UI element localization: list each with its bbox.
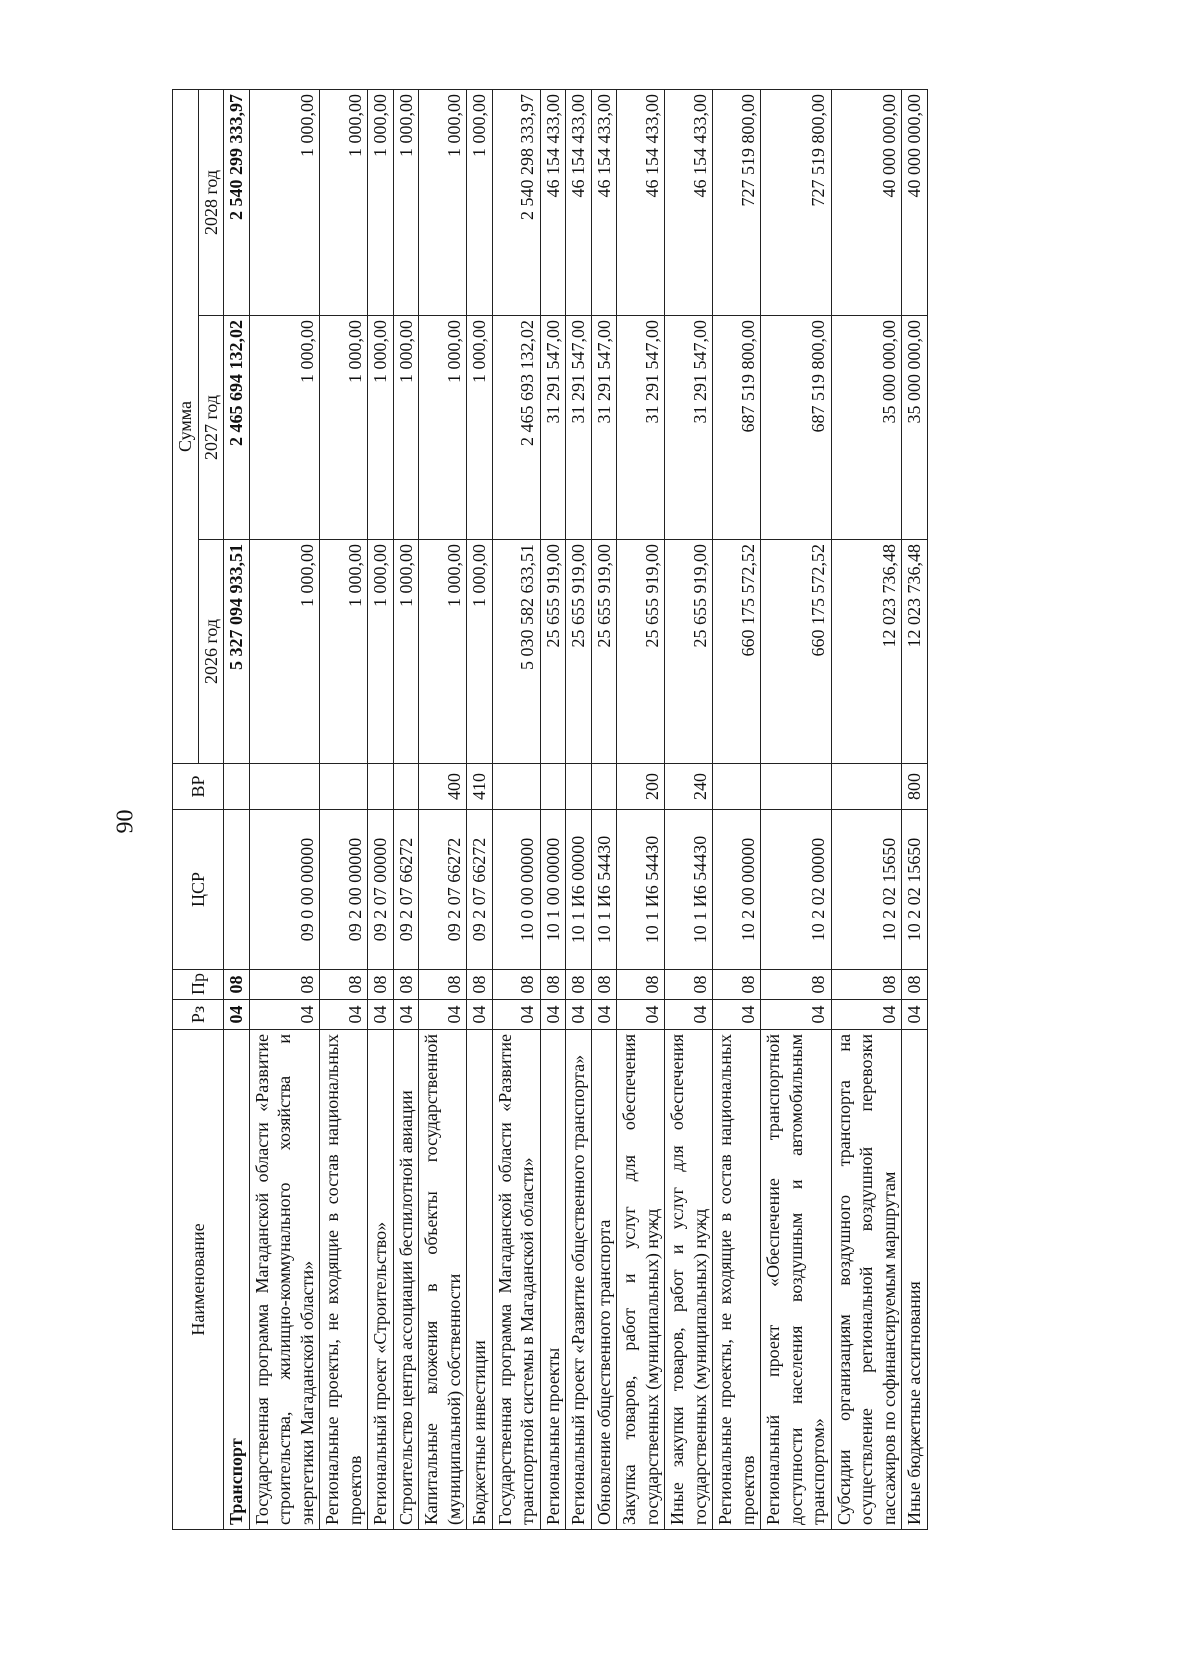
row-2026-cell: 660 175 572,52	[761, 540, 832, 764]
row-2026-cell: 5 327 094 933,51	[224, 540, 250, 764]
row-rz-cell: 04	[249, 1000, 320, 1030]
row-vr-cell: 400	[419, 764, 467, 810]
row-csr-cell: 09 2 07 66272	[467, 810, 493, 970]
row-2027-cell: 2 465 693 132,02	[492, 316, 540, 540]
row-rz-cell: 04	[419, 1000, 467, 1030]
row-2028-cell: 727 519 800,00	[761, 89, 832, 315]
row-name-cell: Государственная программа Магаданской области «Развитие строительства, жилищно-коммунального хозяйства и энергетики Магаданской области»	[249, 1030, 320, 1530]
row-rz-cell: 04	[831, 1000, 902, 1030]
row-vr-cell	[831, 764, 902, 810]
row-csr-cell: 10 1 И6 54430	[665, 810, 713, 970]
row-pr-cell: 08	[224, 970, 250, 1000]
row-csr-cell: 10 1 00 00000	[540, 810, 566, 970]
table-row	[713, 89, 761, 1529]
row-2028-cell: 727 519 800,00	[713, 89, 761, 315]
header-sum: Сумма	[173, 89, 199, 763]
row-2026-cell: 1 000,00	[393, 540, 419, 764]
table-row	[617, 89, 665, 1529]
row-name-cell: Закупка товаров, работ и услуг для обеспечения государственных (муниципальных) нужд	[617, 1030, 665, 1530]
row-2028-cell: 2 540 298 333,97	[492, 89, 540, 315]
row-vr-cell	[249, 764, 320, 810]
row-pr-cell: 08	[320, 970, 368, 1000]
row-2027-cell: 1 000,00	[320, 316, 368, 540]
row-rz-cell: 04	[540, 1000, 566, 1030]
table-row	[419, 89, 467, 1529]
row-csr-cell: 10 2 02 15650	[831, 810, 902, 970]
row-2026-cell: 25 655 919,00	[566, 540, 592, 764]
row-pr-cell: 08	[540, 970, 566, 1000]
row-2028-cell: 46 154 433,00	[591, 89, 617, 315]
header-year-2028: 2028 год	[198, 89, 224, 315]
row-pr-cell: 08	[761, 970, 832, 1000]
row-pr-cell: 08	[665, 970, 713, 1000]
row-2027-cell: 1 000,00	[419, 316, 467, 540]
row-2028-cell: 1 000,00	[320, 89, 368, 315]
row-2028-cell: 1 000,00	[467, 89, 493, 315]
row-name-cell: Бюджетные инвестиции	[467, 1030, 493, 1530]
row-vr-cell	[368, 764, 394, 810]
header-pr: Пр	[173, 970, 224, 1000]
row-pr-cell: 08	[713, 970, 761, 1000]
row-2026-cell: 1 000,00	[320, 540, 368, 764]
row-rz-cell: 04	[902, 1000, 928, 1030]
row-name-cell: Региональные проекты	[540, 1030, 566, 1530]
table-row	[224, 89, 250, 1529]
row-vr-cell	[591, 764, 617, 810]
row-name-cell: Государственная программа Магаданской области «Развитие транспортной системы в Магаданской области»	[492, 1030, 540, 1530]
row-csr-cell: 09 2 07 66272	[419, 810, 467, 970]
table-row	[368, 89, 394, 1529]
row-rz-cell: 04	[393, 1000, 419, 1030]
row-name-cell: Транспорт	[224, 1030, 250, 1530]
row-2027-cell: 1 000,00	[393, 316, 419, 540]
row-name-cell: Региональный проект «Строительство»	[368, 1030, 394, 1530]
row-pr-cell: 08	[419, 970, 467, 1000]
row-csr-cell: 09 0 00 00000	[249, 810, 320, 970]
rotated-page-content	[172, 90, 1082, 1530]
page-number: 90	[112, 809, 139, 834]
row-vr-cell	[540, 764, 566, 810]
row-csr-cell: 10 1 И6 00000	[566, 810, 592, 970]
table-row	[591, 89, 617, 1529]
row-2026-cell: 25 655 919,00	[665, 540, 713, 764]
row-2028-cell: 46 154 433,00	[665, 89, 713, 315]
row-vr-cell: 410	[467, 764, 493, 810]
row-2028-cell: 46 154 433,00	[540, 89, 566, 315]
table-row	[249, 89, 320, 1529]
row-2028-cell: 1 000,00	[393, 89, 419, 315]
row-2027-cell: 35 000 000,00	[902, 316, 928, 540]
row-2028-cell: 1 000,00	[368, 89, 394, 315]
row-2028-cell: 40 000 000,00	[831, 89, 902, 315]
row-vr-cell	[393, 764, 419, 810]
row-2028-cell: 1 000,00	[249, 89, 320, 315]
row-2026-cell: 1 000,00	[467, 540, 493, 764]
table-row	[393, 89, 419, 1529]
row-rz-cell: 04	[617, 1000, 665, 1030]
row-vr-cell	[761, 764, 832, 810]
row-rz-cell: 04	[320, 1000, 368, 1030]
row-2026-cell: 25 655 919,00	[540, 540, 566, 764]
row-csr-cell: 09 2 07 66272	[393, 810, 419, 970]
row-name-cell: Капитальные вложения в объекты государственной (муниципальной) собственности	[419, 1030, 467, 1530]
table-row	[761, 89, 832, 1529]
table-body	[224, 89, 928, 1529]
table-row	[320, 89, 368, 1529]
row-2026-cell: 12 023 736,48	[831, 540, 902, 764]
header-year-2026: 2026 год	[198, 540, 224, 764]
row-name-cell: Иные закупки товаров, работ и услуг для обеспечения государственных (муниципальных) нужд	[665, 1030, 713, 1530]
row-csr-cell: 09 2 07 00000	[368, 810, 394, 970]
row-name-cell: Региональный проект «Развитие общественного транспорта»	[566, 1030, 592, 1530]
row-name-cell: Региональный проект «Обеспечение транспортной доступности населения воздушным и автомобильным транспортом»	[761, 1030, 832, 1530]
row-csr-cell: 09 2 00 00000	[320, 810, 368, 970]
row-2026-cell: 25 655 919,00	[617, 540, 665, 764]
table-row	[831, 89, 902, 1529]
row-vr-cell: 240	[665, 764, 713, 810]
table-row	[540, 89, 566, 1529]
row-2027-cell: 31 291 547,00	[617, 316, 665, 540]
header-name: Наименование	[173, 1030, 224, 1530]
row-rz-cell: 04	[467, 1000, 493, 1030]
row-2027-cell: 687 519 800,00	[713, 316, 761, 540]
row-pr-cell: 08	[492, 970, 540, 1000]
row-2026-cell: 25 655 919,00	[591, 540, 617, 764]
row-vr-cell	[566, 764, 592, 810]
row-vr-cell	[224, 764, 250, 810]
row-2028-cell: 1 000,00	[419, 89, 467, 315]
row-csr-cell: 10 1 И6 54430	[591, 810, 617, 970]
header-rz: Рз	[173, 1000, 224, 1030]
row-csr-cell	[224, 810, 250, 970]
row-2027-cell: 1 000,00	[467, 316, 493, 540]
row-rz-cell: 04	[761, 1000, 832, 1030]
row-csr-cell: 10 2 02 00000	[761, 810, 832, 970]
row-name-cell: Обновление общественного транспорта	[591, 1030, 617, 1530]
row-vr-cell	[713, 764, 761, 810]
row-2026-cell: 660 175 572,52	[713, 540, 761, 764]
row-pr-cell: 08	[249, 970, 320, 1000]
row-name-cell: Иные бюджетные ассигнования	[902, 1030, 928, 1530]
row-pr-cell: 08	[467, 970, 493, 1000]
row-2026-cell: 1 000,00	[368, 540, 394, 764]
row-rz-cell: 04	[492, 1000, 540, 1030]
row-csr-cell: 10 1 И6 54430	[617, 810, 665, 970]
row-rz-cell: 04	[591, 1000, 617, 1030]
row-2027-cell: 31 291 547,00	[540, 316, 566, 540]
header-vr: ВР	[173, 764, 224, 810]
row-rz-cell: 04	[713, 1000, 761, 1030]
budget-table	[172, 89, 928, 1530]
table-row	[665, 89, 713, 1529]
row-2027-cell: 31 291 547,00	[591, 316, 617, 540]
row-2026-cell: 5 030 582 633,51	[492, 540, 540, 764]
row-pr-cell: 08	[831, 970, 902, 1000]
row-rz-cell: 04	[665, 1000, 713, 1030]
row-rz-cell: 04	[224, 1000, 250, 1030]
row-2028-cell: 40 000 000,00	[902, 89, 928, 315]
row-2027-cell: 31 291 547,00	[665, 316, 713, 540]
row-2026-cell: 1 000,00	[249, 540, 320, 764]
row-2027-cell: 687 519 800,00	[761, 316, 832, 540]
row-2027-cell: 35 000 000,00	[831, 316, 902, 540]
row-2027-cell: 1 000,00	[368, 316, 394, 540]
row-pr-cell: 08	[591, 970, 617, 1000]
row-2028-cell: 46 154 433,00	[617, 89, 665, 315]
table-row	[492, 89, 540, 1529]
row-2027-cell: 1 000,00	[249, 316, 320, 540]
row-vr-cell: 800	[902, 764, 928, 810]
row-pr-cell: 08	[393, 970, 419, 1000]
row-vr-cell	[492, 764, 540, 810]
row-2026-cell: 1 000,00	[419, 540, 467, 764]
row-vr-cell: 200	[617, 764, 665, 810]
row-vr-cell	[320, 764, 368, 810]
row-rz-cell: 04	[566, 1000, 592, 1030]
table-row	[467, 89, 493, 1529]
row-pr-cell: 08	[566, 970, 592, 1000]
table-row	[902, 89, 928, 1529]
header-year-2027: 2027 год	[198, 316, 224, 540]
header-csr: ЦСР	[173, 810, 224, 970]
row-pr-cell: 08	[368, 970, 394, 1000]
row-name-cell: Субсидии организациям воздушного транспорта на осуществление региональной воздушной перевозки пассажиров по софинансируемым маршрутам	[831, 1030, 902, 1530]
row-name-cell: Региональные проекты, не входящие в состав национальных проектов	[320, 1030, 368, 1530]
row-csr-cell: 10 2 00 00000	[713, 810, 761, 970]
row-2027-cell: 31 291 547,00	[566, 316, 592, 540]
row-2027-cell: 2 465 694 132,02	[224, 316, 250, 540]
row-name-cell: Строительство центра ассоциации беспилотной авиации	[393, 1030, 419, 1530]
row-2026-cell: 12 023 736,48	[902, 540, 928, 764]
row-2028-cell: 2 540 299 333,97	[224, 89, 250, 315]
row-2028-cell: 46 154 433,00	[566, 89, 592, 315]
row-rz-cell: 04	[368, 1000, 394, 1030]
row-name-cell: Региональные проекты, не входящие в состав национальных проектов	[713, 1030, 761, 1530]
row-pr-cell: 08	[902, 970, 928, 1000]
row-csr-cell: 10 0 00 00000	[492, 810, 540, 970]
table-row	[566, 89, 592, 1529]
header-row	[173, 89, 199, 1529]
row-csr-cell: 10 2 02 15650	[902, 810, 928, 970]
row-pr-cell: 08	[617, 970, 665, 1000]
